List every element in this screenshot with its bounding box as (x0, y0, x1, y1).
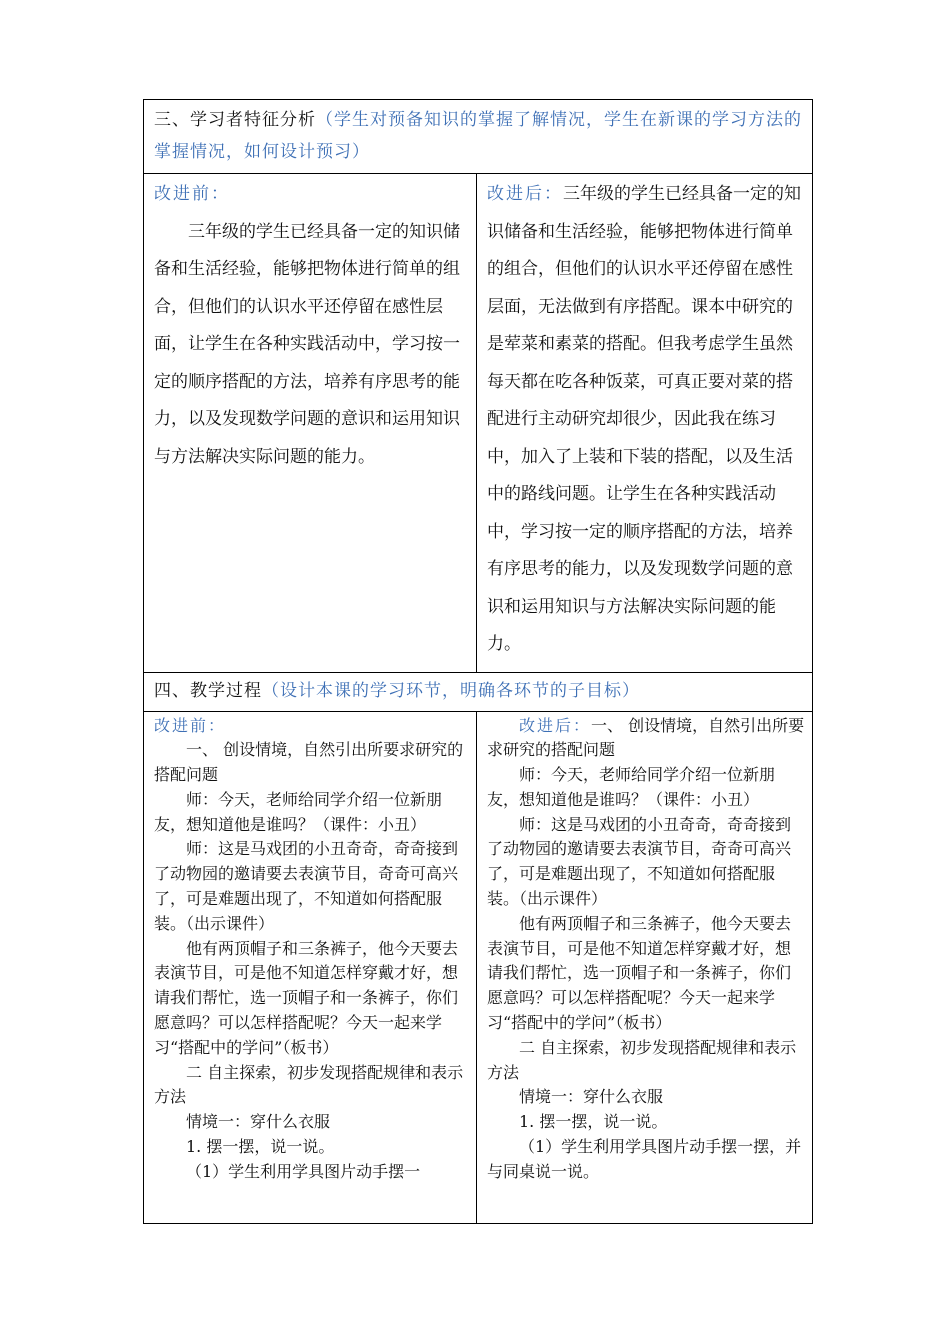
section4-header (144, 672, 813, 711)
section4-before-label: 改进前： (154, 715, 227, 735)
document-table-wrapper (143, 99, 812, 1224)
section4-before-para: 二 自主探索，初步发现搭配规律和表示方法 (154, 1062, 464, 1107)
section4-after-first: 一、 创设情境，自然引出所要求研究的搭配问题 (487, 715, 805, 760)
lesson-plan-table (143, 99, 813, 1224)
section4-after-para: 师：今天，老师给同学介绍一位新朋友，想知道他是谁吗？（课件：小丑） (487, 765, 776, 809)
section4-after-para: （1）学生利用学具图片动手摆一摆，并与同桌说一说。 (487, 1137, 802, 1181)
section4-before-para: 一、 创设情境，自然引出所要求研究的搭配问题 (154, 740, 464, 785)
section4-before-para: 师：这是马戏团的小丑奇奇，奇奇接到了动物园的邀请要去表演节目，奇奇可高兴了，可是难题出现了，不知道如何搭配服装。（出示课件） (154, 839, 459, 933)
section4-content-row (144, 711, 813, 1223)
section3-header (144, 100, 813, 174)
section4-before-para: 情境一：穿什么衣服 (186, 1112, 331, 1132)
section3-header-row (144, 100, 813, 174)
section4-after-para: 1. 摆一摆，说一说。 (519, 1112, 668, 1132)
section3-before-text: 三年级的学生已经具备一定的知识储备和生活经验，能够把物体进行简单的组合，但他们的认识水平还停留在感性层面，让学生在各种实践活动中，学习按一定的顺序搭配的方法，培养有序思考的能力，以及发现数学问题的意识和运用知识与方法解决实际问题的能力。 (154, 221, 460, 467)
section4-before-para: （1）学生利用学具图片动手摆一 (186, 1161, 421, 1181)
section3-title: 三、学习者特征分析 (154, 110, 316, 130)
section4-after-para: 情境一：穿什么衣服 (519, 1087, 664, 1107)
section4-after-cell (477, 711, 813, 1223)
section4-after-para: 二 自主探索，初步发现搭配规律和表示方法 (487, 1037, 797, 1082)
section3-hint: （学生对预备知识的掌握了解情况，学生在新课的学习方法的掌握情况，如何设计预习） (154, 110, 802, 162)
section4-title: 四、教学过程 (154, 680, 262, 701)
section3-before-cell (144, 174, 477, 673)
section4-after-para: 他有两顶帽子和三条裤子，他今天要去表演节目，可是他不知道怎样穿戴才好，想请我们帮忙，选一顶帽子和一条裤子，你们愿意吗？可以怎样搭配呢？今天一起来学习“搭配中的学问”（板书） (487, 913, 792, 1033)
section4-after-para: 师：这是马戏团的小丑奇奇，奇奇接到了动物园的邀请要去表演节目，奇奇可高兴了，可是难题出现了，不知道如何搭配服装。（出示课件） (487, 814, 792, 909)
section4-before-para: 师：今天，老师给同学介绍一位新朋友，想知道他是谁吗？（课件：小丑） (154, 789, 443, 834)
section3-before-label: 改进前： (154, 184, 230, 204)
section3-after-text: 三年级的学生已经具备一定的知识储备和生活经验，能够把物体进行简单的组合，但他们的认识水平还停留在感性层面，无法做到有序搭配。课本中研究的是荤菜和素菜的搭配。但我考虑学生虽然每天都在吃各种饭菜，可真正要对菜的搭配进行主动研究却很少，因此我在练习中，加入了上装和下装的搭配，以及生活中的路线问题。让学生在各种实践活动中，学习按一定的顺序搭配的方法，培养有序思考的能力，以及发现数学问题的意识和运用知识与方法解决实际问题的能力。 (487, 184, 801, 654)
section4-before-cell (144, 711, 477, 1223)
section4-hint: （设计本课的学习环节，明确各环节的子目标） (262, 680, 640, 701)
section3-after-label: 改进后： (487, 184, 563, 204)
section3-after-cell (477, 174, 813, 673)
section3-content-row (144, 174, 813, 673)
section4-before-para: 1. 摆一摆，说一说。 (186, 1137, 335, 1157)
section4-header-row (144, 672, 813, 711)
section4-after-label: 改进后： (519, 715, 592, 735)
section4-before-para: 他有两顶帽子和三条裤子，他今天要去表演节目，可是他不知道怎样穿戴才好，想请我们帮忙，选一顶帽子和一条裤子，你们愿意吗？可以怎样搭配呢？今天一起来学习“搭配中的学问”（板书） (154, 938, 459, 1057)
